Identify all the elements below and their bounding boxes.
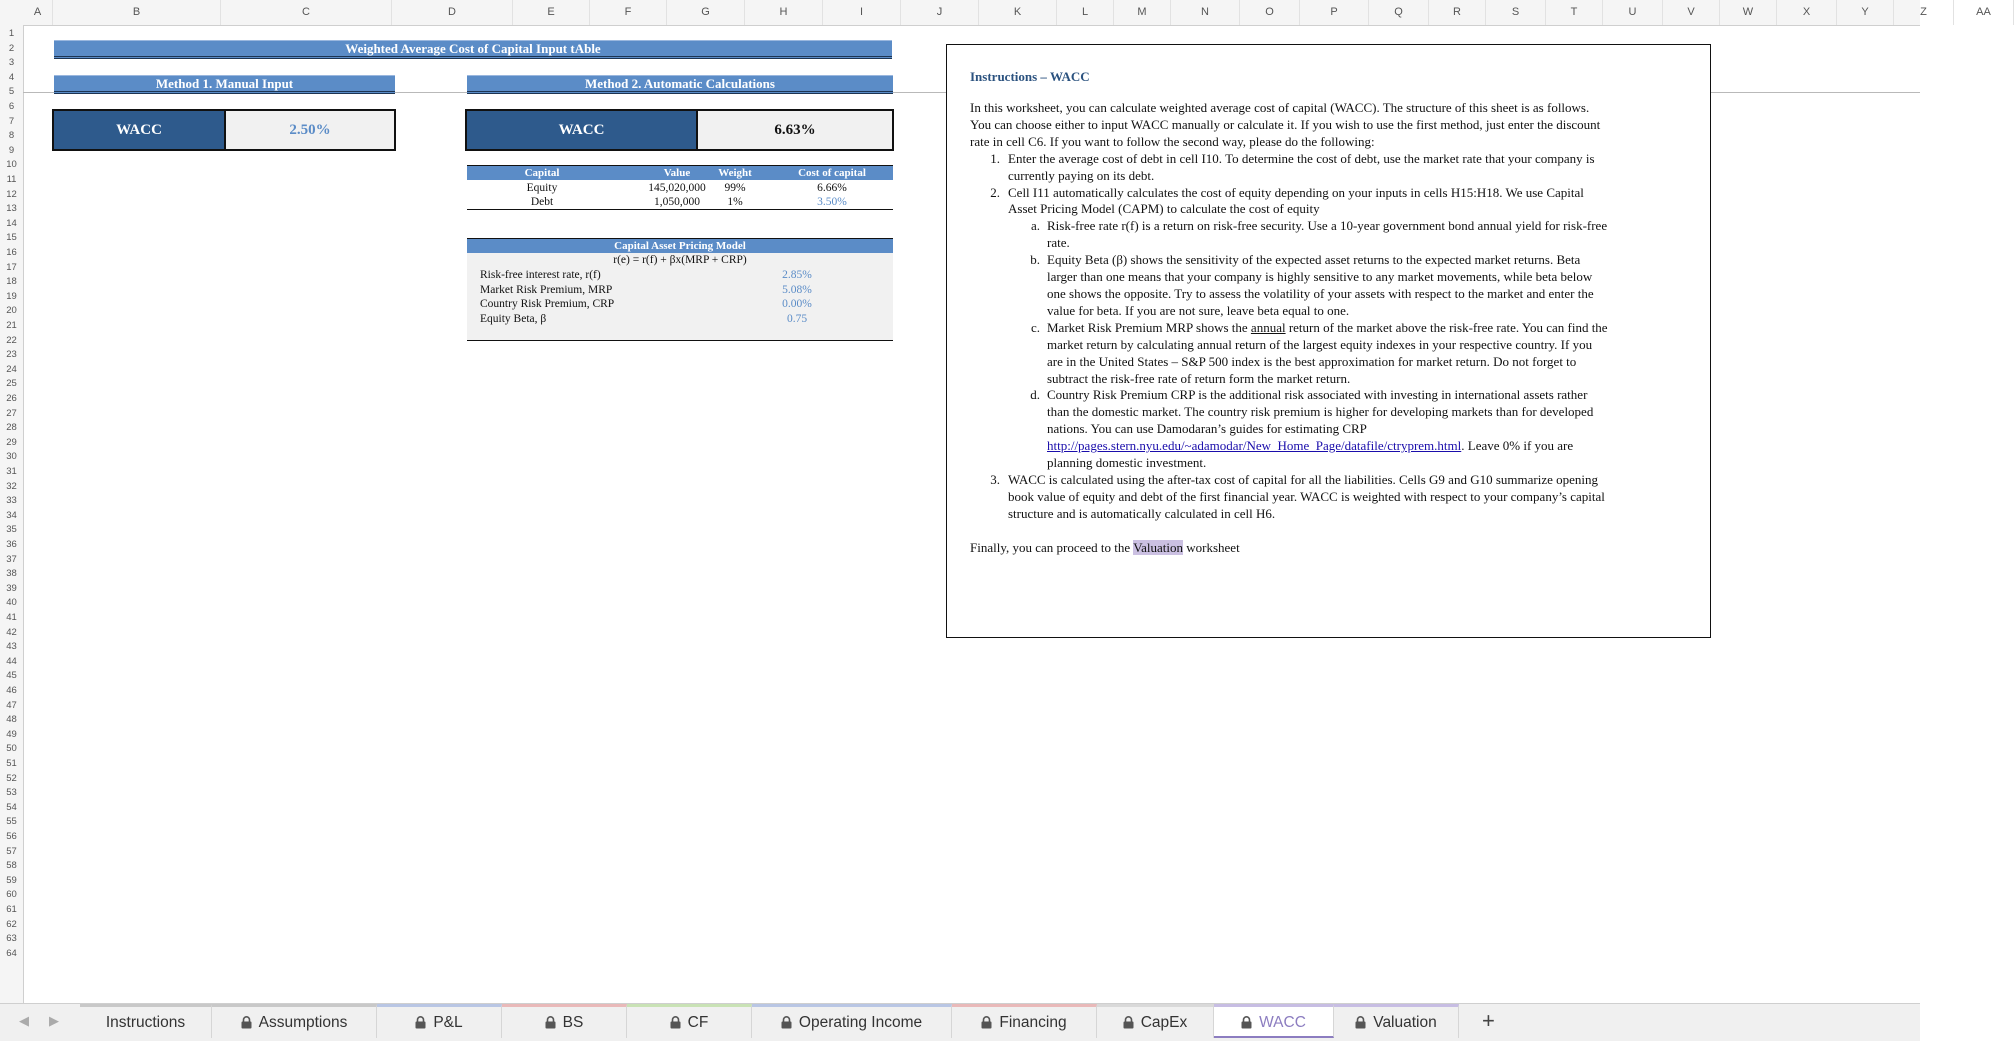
tab-label: P&L [433, 1014, 463, 1031]
list-item [970, 320, 1610, 388]
table-row [467, 195, 893, 210]
item2-number: 2. [990, 184, 1000, 200]
capm-row-mrp [480, 283, 880, 298]
row-header-52[interactable]: 52 [6, 772, 17, 784]
tab-label: Instructions [105, 1014, 186, 1031]
row-header-43[interactable]: 43 [6, 641, 17, 653]
debt-cost-input[interactable]: 3.50% [817, 196, 847, 208]
row-header-40[interactable]: 40 [6, 597, 17, 609]
row-header-10[interactable]: 10 [6, 159, 17, 171]
row-header-62[interactable]: 62 [6, 918, 17, 930]
tab-label: CapEx [1140, 1014, 1188, 1031]
row-header-11[interactable]: 11 [6, 174, 17, 185]
equity-value[interactable]: 145,020,000 [648, 182, 706, 194]
row-header-42[interactable]: 42 [6, 626, 17, 638]
capm-title [467, 238, 893, 253]
item1-number: 1. [990, 150, 1000, 166]
list-item [970, 252, 1610, 320]
capm-row-rf [480, 268, 880, 283]
column-header-n[interactable]: N [1171, 0, 1240, 25]
method2-wacc-box [465, 109, 894, 151]
row-header-17[interactable]: 17 [6, 261, 17, 273]
row-header-22[interactable]: 22 [6, 334, 17, 346]
debt-name: Debt [530, 196, 554, 208]
beta-input[interactable]: 0.75 [786, 312, 808, 325]
instructions-textbox[interactable] [946, 44, 1711, 638]
column-header-t[interactable]: T [1546, 0, 1603, 25]
lock-icon [1355, 1014, 1373, 1031]
row-header-56[interactable]: 56 [6, 831, 17, 842]
row-header-26[interactable]: 26 [6, 393, 17, 404]
column-header-w[interactable]: W [1720, 0, 1777, 25]
row-header-1[interactable]: 1 [8, 28, 15, 39]
row-header-30[interactable]: 30 [6, 451, 17, 463]
tab-assumptions[interactable] [212, 1004, 377, 1038]
row-header-5[interactable]: 5 [8, 86, 15, 98]
row-header-37[interactable]: 37 [6, 553, 17, 565]
row-header-55[interactable]: 55 [6, 816, 17, 828]
column-header-g[interactable]: G [667, 0, 745, 25]
column-header-d[interactable]: D [392, 0, 513, 25]
sub-d-text: Country Risk Premium CRP is the additional risk associated with investing in international assets rather than the domestic market. The country risk premium is higher for developing markets than for developed nations. You can use Damodaran’s guides for estimating CRP [1047, 387, 1594, 437]
capm-row-beta [480, 312, 880, 327]
column-header-a[interactable]: A [23, 0, 53, 25]
row-header-9[interactable]: 9 [8, 144, 15, 156]
list-item [970, 185, 1610, 219]
instructions-final [970, 540, 1610, 557]
row-header-16[interactable]: 16 [6, 247, 17, 258]
capital-table-header [467, 165, 893, 180]
mrp-input[interactable]: 5.08% [782, 283, 812, 296]
final-text-pre: Finally, you can proceed to the [970, 539, 1134, 555]
row-header-4[interactable]: 4 [8, 71, 15, 83]
debt-value[interactable]: 1,050,000 [654, 196, 700, 208]
instructions-body [970, 100, 1610, 557]
prev-sheet-icon[interactable]: ◀ [19, 1013, 29, 1028]
row-header-44[interactable]: 44 [6, 655, 17, 667]
column-header-h[interactable]: H [745, 0, 823, 25]
column-header-e[interactable]: E [513, 0, 590, 25]
column-header-x[interactable]: X [1777, 0, 1837, 25]
final-text-post: worksheet [1183, 539, 1240, 555]
lock-icon [981, 1014, 999, 1031]
lock-icon [1241, 1014, 1259, 1031]
tab-instructions[interactable] [80, 1004, 212, 1038]
row-header-46[interactable]: 46 [6, 685, 17, 696]
method1-wacc-box [52, 109, 396, 151]
column-header-k[interactable]: K [979, 0, 1057, 25]
lock-icon [1123, 1014, 1141, 1031]
tab-label: Assumptions [258, 1014, 348, 1031]
tab-capex[interactable] [1097, 1004, 1214, 1038]
column-header-v[interactable]: V [1663, 0, 1720, 25]
row-header-27[interactable]: 27 [6, 407, 17, 419]
method1-wacc-label: WACC [54, 111, 226, 149]
sub-b-letter: b. [1030, 252, 1040, 268]
row-header-19[interactable]: 19 [6, 290, 17, 302]
column-header-i[interactable]: I [823, 0, 901, 25]
row-header-34[interactable]: 34 [6, 509, 17, 521]
row-header-14[interactable]: 14 [6, 217, 17, 229]
row-header-36[interactable]: 36 [6, 539, 17, 550]
tab-label: WACC [1259, 1014, 1306, 1031]
lock-icon [545, 1014, 563, 1031]
column-header-l[interactable]: L [1057, 0, 1114, 25]
method2-wacc-value: 6.63% [698, 111, 892, 149]
add-sheet-button[interactable]: + [1482, 1008, 1495, 1033]
row-header-53[interactable]: 53 [6, 787, 17, 799]
row-header-54[interactable]: 54 [6, 801, 17, 813]
instructions-intro: In this worksheet, you can calculate weighted average cost of capital (WACC). The structure of this sheet is as follows. You can choose either to input WACC manually or calculate it. If you wish to use the first method, just enter the discount rate in cell C6. If you want to follow the second way, please do the following: [970, 100, 1601, 149]
next-sheet-icon[interactable]: ▶ [49, 1013, 59, 1028]
item2-text: Cell I11 automatically calculates the cost of equity depending on your inputs in cells H15:H18. We use Capital Asset Pricing Model (CAPM) to calculate the cost of equity [1008, 184, 1584, 217]
rf-label: Risk-free interest rate, r(f) [480, 269, 601, 281]
column-header-c[interactable]: C [221, 0, 392, 25]
column-header-aa[interactable]: AA [1954, 0, 2014, 25]
row-header-41[interactable]: 41 [6, 612, 17, 623]
column-header-s[interactable]: S [1486, 0, 1546, 25]
row-header-18[interactable]: 18 [6, 276, 17, 288]
item3-text: WACC is calculated using the after-tax cost of capital for all the liabilities. Cells G9 and G10 summarize opening book value of equity and debt of the first financial year. WACC is weighted with respect to your company’s capital structure and is automatically calculated in cell H6. [1008, 471, 1605, 521]
list-item [970, 387, 1610, 472]
row-header-24[interactable]: 24 [6, 363, 17, 375]
header-capital: Capital [524, 167, 560, 179]
capm-title-text: Capital Asset Pricing Model [614, 240, 746, 252]
tab-label: BS [562, 1014, 584, 1031]
row-header-60[interactable]: 60 [6, 889, 17, 901]
lock-icon [781, 1014, 799, 1031]
list-item [970, 472, 1610, 523]
row-header-20[interactable]: 20 [6, 305, 17, 317]
row-header-51[interactable]: 51 [6, 758, 17, 769]
equity-weight: 99% [724, 182, 746, 194]
column-header-bar [0, 0, 1991, 26]
tab-p-l[interactable] [377, 1004, 502, 1038]
list-item [970, 151, 1610, 185]
sub-c-text-pre: Market Risk Premium MRP shows the [1047, 319, 1251, 335]
row-header-13[interactable]: 13 [6, 203, 17, 215]
sub-a-letter: a. [1030, 218, 1040, 234]
row-header-31[interactable]: 31 [6, 466, 17, 477]
table-row [467, 181, 893, 195]
equity-name: Equity [526, 182, 558, 194]
tab-label: Operating Income [798, 1014, 923, 1031]
tab-operating-income[interactable] [752, 1004, 952, 1038]
row-header-21[interactable]: 21 [6, 320, 17, 331]
row-header-58[interactable]: 58 [6, 860, 17, 872]
row-header-59[interactable]: 59 [6, 874, 17, 886]
header-weight: Weight [718, 167, 752, 179]
list-item [970, 218, 1610, 252]
rf-input[interactable]: 2.85% [782, 269, 812, 281]
sheet-tab-bar [0, 1003, 1920, 1041]
column-header-q[interactable]: Q [1369, 0, 1429, 25]
item1-text: Enter the average cost of debt in cell I10. To determine the cost of debt, use the market rate that your company is currently paying on its debt. [1008, 150, 1595, 183]
crp-input[interactable]: 0.00% [782, 298, 812, 310]
instructions-title: Instructions – WACC [970, 69, 1090, 84]
column-header-b[interactable]: B [53, 0, 221, 25]
tab-cf[interactable] [627, 1004, 752, 1038]
row-header-35[interactable]: 35 [6, 524, 17, 536]
row-header-50[interactable]: 50 [6, 743, 17, 755]
row-header-8[interactable]: 8 [8, 130, 15, 142]
row-header-61[interactable]: 61 [6, 904, 17, 915]
capm-formula: r(e) = r(f) + βx(MRP + CRP) [613, 254, 747, 266]
crp-label: Country Risk Premium, CRP [480, 298, 615, 310]
tab-wacc[interactable] [1214, 1004, 1334, 1038]
capm-row-crp [480, 297, 880, 312]
row-header-6[interactable]: 6 [8, 101, 15, 112]
header-cost: Cost of capital [798, 167, 866, 179]
header-value: Value [663, 167, 691, 179]
sub-c-letter: c. [1030, 319, 1040, 335]
tab-label: CF [687, 1014, 709, 1031]
column-header-r[interactable]: R [1429, 0, 1486, 25]
column-header-z[interactable]: Z [1894, 0, 1954, 25]
row-header-49[interactable]: 49 [6, 728, 17, 740]
row-header-63[interactable]: 63 [6, 933, 17, 945]
column-header-p[interactable]: P [1300, 0, 1369, 25]
row-header-39[interactable]: 39 [6, 582, 17, 594]
sub-b-text: Equity Beta (β) shows the sensitivity of the expected asset returns to the expected market returns. Beta larger than one means that your company is highly sensitive to any market movements, while beta below one shows the opposite. Try to assess the volatility of your assets with respect to the market and enter the value for beta. If you are not sure, leave beta equal to one. [1047, 252, 1594, 318]
item3-number: 3. [990, 471, 1000, 487]
row-header-33[interactable]: 33 [6, 495, 17, 507]
equity-cost: 6.66% [817, 182, 847, 194]
sub-a-text: Risk-free rate r(f) is a return on risk-free security. Use a 10-year government bond annual yield for risk-free rate. [1047, 218, 1608, 251]
row-header-32[interactable]: 32 [6, 480, 17, 492]
lock-icon [415, 1014, 433, 1031]
row-header-38[interactable]: 38 [6, 568, 17, 580]
final-text-highlight: Valuation [1133, 539, 1184, 555]
tab-bs[interactable] [502, 1004, 627, 1038]
tab-financing[interactable] [952, 1004, 1097, 1038]
row-header-2[interactable]: 2 [8, 42, 15, 54]
row-header-15[interactable]: 15 [6, 232, 17, 244]
sub-c-text-post: return of the market above the risk-free rate. You can find the market return by calculating annual return of the largest equity indexes in your respective country. If you are in the United States – S&P 500 index is the best approximation for market return. Do not forget to subtract the risk-free rate of return form the market return. [1047, 319, 1608, 386]
row-header-25[interactable]: 25 [6, 378, 17, 390]
tab-label: Financing [999, 1014, 1067, 1031]
row-header-12[interactable]: 12 [6, 188, 17, 200]
lock-icon [670, 1014, 688, 1031]
main-title: Weighted Average Cost of Capital Input tAble [54, 40, 892, 59]
column-header-y[interactable]: Y [1837, 0, 1894, 25]
column-header-m[interactable]: M [1114, 0, 1171, 25]
column-header-f[interactable]: F [590, 0, 667, 25]
method1-title: Method 1. Manual Input [54, 75, 395, 94]
row-header-28[interactable]: 28 [6, 422, 17, 434]
row-header-64[interactable]: 64 [6, 947, 17, 959]
method1-wacc-input[interactable]: 2.50% [226, 111, 394, 149]
row-header-45[interactable]: 45 [6, 670, 17, 682]
lock-icon [241, 1014, 259, 1031]
row-header-7[interactable]: 7 [8, 115, 15, 127]
row-header-23[interactable]: 23 [6, 349, 17, 361]
row-header-57[interactable]: 57 [6, 845, 17, 857]
row-header-29[interactable]: 29 [6, 436, 17, 448]
sub-d-letter: d. [1030, 387, 1040, 403]
sub-c-text-underlined: annual [1250, 319, 1286, 335]
method2-wacc-label: WACC [467, 111, 698, 149]
sub-d-tail: . Leave 0% if you are planning domestic investment. [1047, 438, 1574, 471]
column-header-u[interactable]: U [1603, 0, 1663, 25]
tab-valuation[interactable] [1334, 1004, 1459, 1038]
column-header-j[interactable]: J [901, 0, 979, 25]
crp-link[interactable]: http://pages.stern.nyu.edu/~adamodar/New_Home_Page/datafile/ctryprem.html [1047, 438, 1462, 454]
tab-label: Valuation [1373, 1014, 1437, 1031]
debt-weight: 1% [727, 196, 743, 208]
column-header-o[interactable]: O [1240, 0, 1300, 25]
row-header-bar [0, 25, 24, 1003]
beta-label: Equity Beta, β [480, 312, 547, 325]
method2-title: Method 2. Automatic Calculations [467, 75, 893, 94]
row-header-3[interactable]: 3 [8, 57, 15, 69]
row-header-48[interactable]: 48 [6, 714, 17, 726]
mrp-label: Market Risk Premium, MRP [480, 283, 613, 296]
row-header-47[interactable]: 47 [6, 699, 17, 711]
